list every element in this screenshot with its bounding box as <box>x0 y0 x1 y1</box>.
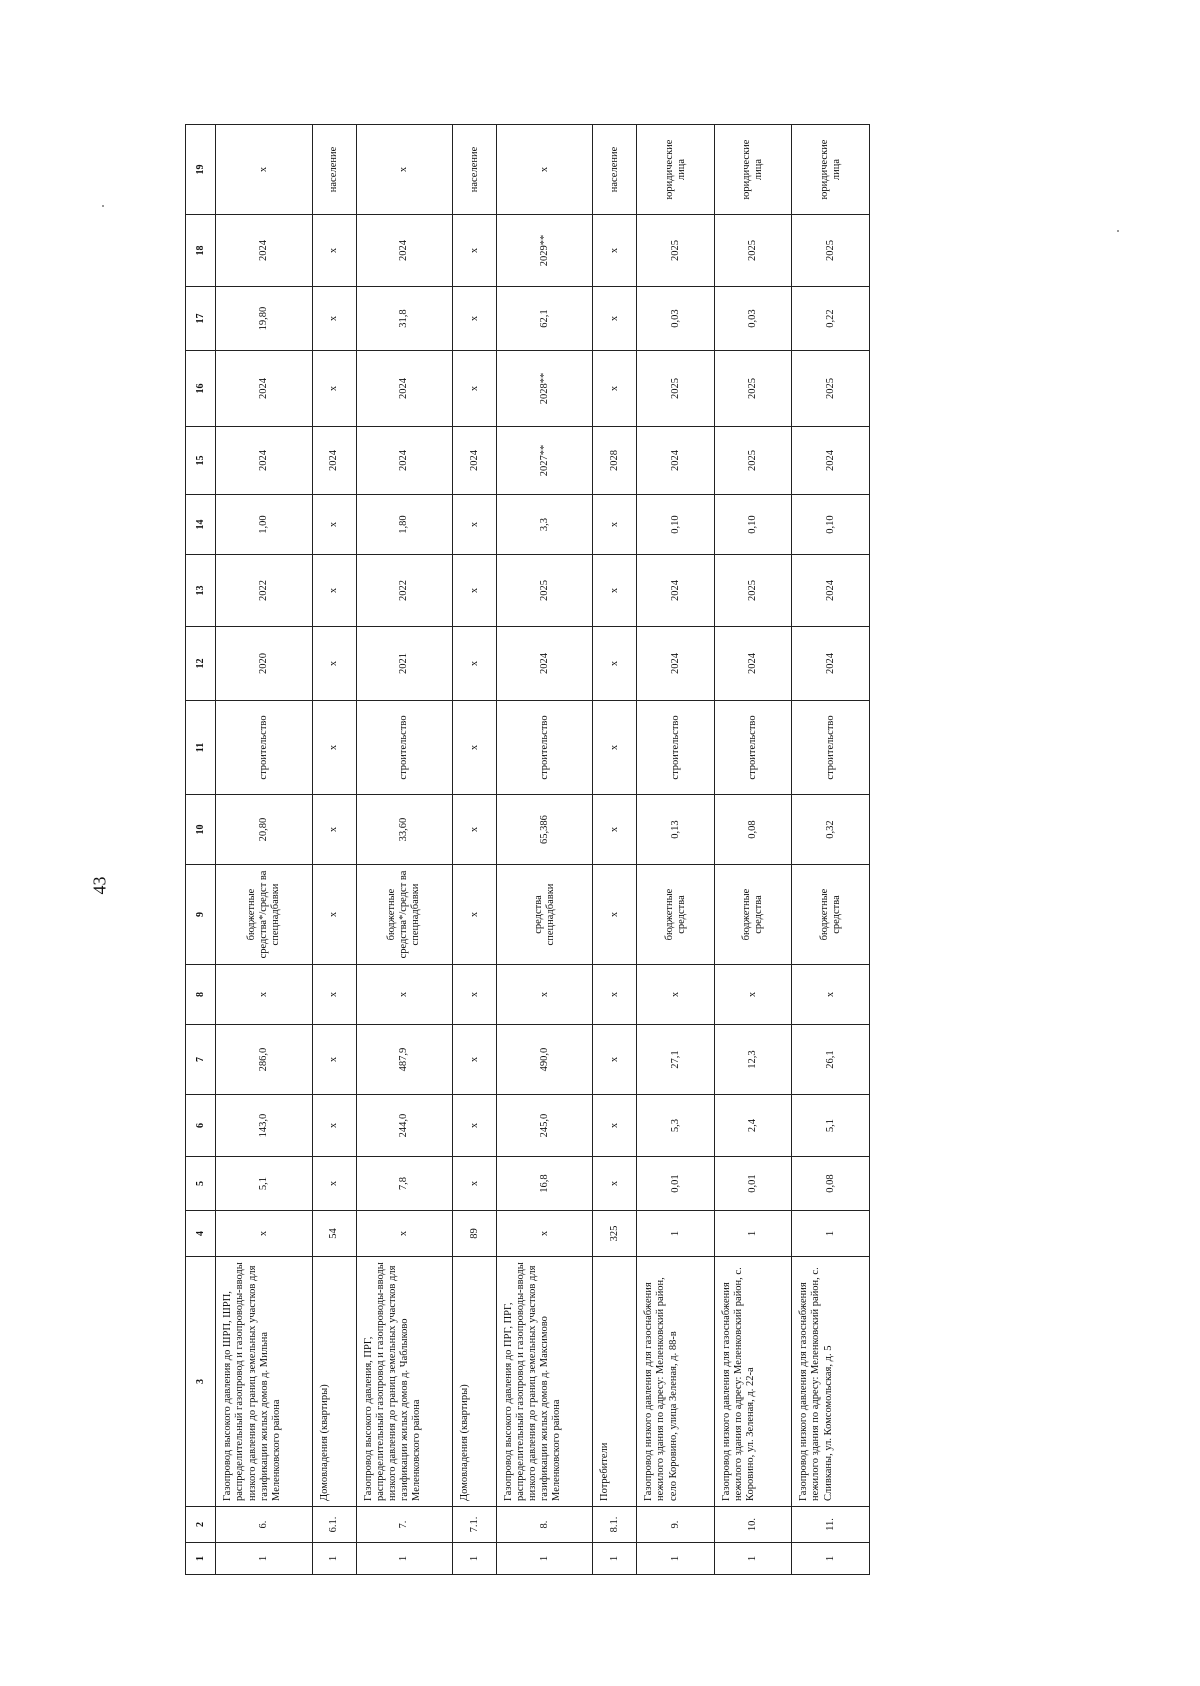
cell-col-6: x <box>453 1095 497 1157</box>
object-description: Домовладения (квартиры) <box>453 1257 497 1507</box>
cell-col-7: 26,1 <box>792 1025 870 1095</box>
cell-col-15: 2024 <box>216 427 312 495</box>
object-description: Домовладения (квартиры) <box>312 1257 356 1507</box>
consumer-type: население <box>593 125 637 215</box>
cell-col-10: x <box>593 795 637 865</box>
cell-col-6: x <box>593 1095 637 1157</box>
cell-col-1: 1 <box>593 1543 637 1575</box>
cell-col-1: 1 <box>497 1543 593 1575</box>
cell-col-7: x <box>593 1025 637 1095</box>
cell-col-8: x <box>453 965 497 1025</box>
cell-col-7: 286,0 <box>216 1025 312 1095</box>
cell-col-18: x <box>312 215 356 287</box>
cell-col-16: 2025 <box>637 351 715 427</box>
rotated-table-container <box>185 139 870 1575</box>
cell-col-15: 2024 <box>792 427 870 495</box>
cell-col-6: 5,1 <box>792 1095 870 1157</box>
cell-col-12: 2024 <box>714 627 792 701</box>
cell-col-12: x <box>453 627 497 701</box>
cell-col-7: 490,0 <box>497 1025 593 1095</box>
cell-col-17: 0,03 <box>637 287 715 351</box>
cell-col-4: 325 <box>593 1211 637 1257</box>
cell-col-1: 1 <box>792 1543 870 1575</box>
cell-col-12: 2024 <box>637 627 715 701</box>
cell-col-12: 2024 <box>792 627 870 701</box>
cell-col-6: 244,0 <box>356 1095 452 1157</box>
cell-col-15: 2028 <box>593 427 637 495</box>
cell-col-12: 2020 <box>216 627 312 701</box>
cell-col-7: 27,1 <box>637 1025 715 1095</box>
cell-col-1: 1 <box>637 1543 715 1575</box>
cell-col-13: 2025 <box>497 555 593 627</box>
cell-col-15: 2024 <box>312 427 356 495</box>
cell-col-13: 2022 <box>216 555 312 627</box>
cell-col-17: x <box>312 287 356 351</box>
cell-col-8: x <box>497 965 593 1025</box>
cell-col-15: 2024 <box>637 427 715 495</box>
object-description: Газопровод низкого давления для газоснабжения нежилого здания по адресу: Меленковский район, с. Коровино, ул. Зеленая, д. 22-а <box>714 1257 792 1507</box>
cell-col-18: 2025 <box>792 215 870 287</box>
cell-col-7: 12,3 <box>714 1025 792 1095</box>
row-number: 8.1. <box>593 1507 637 1543</box>
cell-col-7: x <box>453 1025 497 1095</box>
work-type: x <box>312 701 356 795</box>
cell-col-17: x <box>593 287 637 351</box>
cell-col-5: 5,1 <box>216 1157 312 1211</box>
gasification-table <box>185 124 870 1575</box>
funding-source: x <box>312 865 356 965</box>
cell-col-12: 2021 <box>356 627 452 701</box>
cell-col-5: x <box>593 1157 637 1211</box>
object-description: Газопровод низкого давления для газоснабжения нежилого здания по адресу: Меленковский район, село Коровино, улица Зеленая, д. 88-в <box>637 1257 715 1507</box>
scan-speck <box>102 205 104 207</box>
cell-col-18: 2025 <box>637 215 715 287</box>
funding-source: x <box>453 865 497 965</box>
cell-col-18: 2024 <box>356 215 452 287</box>
cell-col-1: 1 <box>356 1543 452 1575</box>
cell-col-4: 1 <box>792 1211 870 1257</box>
object-description: Газопровод высокого давления до ШРП, ШРП, распределительный газопровод и газопроводы-вводы низкого давления до границ земельных участков для газификации жилых домов д. Мильна Меленковского района <box>216 1257 312 1507</box>
cell-col-6: 2,4 <box>714 1095 792 1157</box>
column-number: 2 <box>186 1507 216 1543</box>
cell-col-7: 487,9 <box>356 1025 452 1095</box>
cell-col-17: 62,1 <box>497 287 593 351</box>
funding-source: бюджетные средства*/средст ва спецнадбавки <box>216 865 312 965</box>
column-number: 5 <box>186 1157 216 1211</box>
object-description: Газопровод низкого давления для газоснабжения нежилого здания по адресу: Меленковский район, с. Сливканы, ул. Комсомольская, д. 5 <box>792 1257 870 1507</box>
row-number: 10. <box>714 1507 792 1543</box>
column-number: 18 <box>186 215 216 287</box>
consumer-type: юридические лица <box>714 125 792 215</box>
cell-col-10: 65,386 <box>497 795 593 865</box>
object-description: Газопровод высокого давления, ПРГ, распределительный газопровод и газопроводы-вводы низкого давления до границ земельных участков для газификации жилых домов д. Чаблыково Меленковского района <box>356 1257 452 1507</box>
funding-source: x <box>593 865 637 965</box>
cell-col-15: 2025 <box>714 427 792 495</box>
row-number: 7.1. <box>453 1507 497 1543</box>
column-number: 11 <box>186 701 216 795</box>
cell-col-1: 1 <box>312 1543 356 1575</box>
cell-col-5: 7,8 <box>356 1157 452 1211</box>
column-number: 1 <box>186 1543 216 1575</box>
cell-col-16: 2025 <box>714 351 792 427</box>
cell-col-10: 20,80 <box>216 795 312 865</box>
scan-speck <box>1117 230 1119 232</box>
cell-col-5: 0,08 <box>792 1157 870 1211</box>
cell-col-14: 0,10 <box>637 495 715 555</box>
funding-source: бюджетные средства*/средст ва спецнадбавки <box>356 865 452 965</box>
consumer-type: x <box>216 125 312 215</box>
funding-source: бюджетные средства <box>792 865 870 965</box>
cell-col-12: 2024 <box>497 627 593 701</box>
cell-col-8: x <box>593 965 637 1025</box>
cell-col-13: x <box>312 555 356 627</box>
cell-col-4: 1 <box>637 1211 715 1257</box>
object-description: Потребители <box>593 1257 637 1507</box>
cell-col-16: 2028** <box>497 351 593 427</box>
column-number: 10 <box>186 795 216 865</box>
cell-col-18: x <box>453 215 497 287</box>
cell-col-10: 33,60 <box>356 795 452 865</box>
cell-col-17: 0,22 <box>792 287 870 351</box>
cell-col-6: 245,0 <box>497 1095 593 1157</box>
column-number: 9 <box>186 865 216 965</box>
row-number: 11. <box>792 1507 870 1543</box>
cell-col-4: x <box>356 1211 452 1257</box>
cell-col-14: 1,00 <box>216 495 312 555</box>
cell-col-17: 31,8 <box>356 287 452 351</box>
cell-col-18: 2029** <box>497 215 593 287</box>
cell-col-13: 2024 <box>637 555 715 627</box>
work-type: строительство <box>637 701 715 795</box>
cell-col-6: x <box>312 1095 356 1157</box>
cell-col-15: 2024 <box>356 427 452 495</box>
work-type: строительство <box>356 701 452 795</box>
work-type: строительство <box>497 701 593 795</box>
cell-col-18: 2025 <box>714 215 792 287</box>
column-number: 13 <box>186 555 216 627</box>
cell-col-12: x <box>312 627 356 701</box>
table-row <box>497 125 593 1575</box>
cell-col-8: x <box>356 965 452 1025</box>
cell-col-4: 54 <box>312 1211 356 1257</box>
funding-source: бюджетные средства <box>714 865 792 965</box>
row-number: 6.1. <box>312 1507 356 1543</box>
table-row <box>714 125 792 1575</box>
cell-col-4: 89 <box>453 1211 497 1257</box>
funding-source: бюджетные средства <box>637 865 715 965</box>
work-type: строительство <box>714 701 792 795</box>
cell-col-8: x <box>216 965 312 1025</box>
cell-col-16: x <box>453 351 497 427</box>
work-type: строительство <box>792 701 870 795</box>
object-description: Газопровод высокого давления до ПРГ, ПРГ, распределительный газопровод и газопроводы-вводы низкого давления до границ земельных участков для газификации жилых домов д. Максимово Меленковского района <box>497 1257 593 1507</box>
cell-col-17: x <box>453 287 497 351</box>
consumer-type: население <box>312 125 356 215</box>
cell-col-5: x <box>453 1157 497 1211</box>
column-number: 4 <box>186 1211 216 1257</box>
row-number: 7. <box>356 1507 452 1543</box>
table-row <box>792 125 870 1575</box>
cell-col-14: 3,3 <box>497 495 593 555</box>
row-number: 9. <box>637 1507 715 1543</box>
cell-col-5: 0,01 <box>637 1157 715 1211</box>
cell-col-8: x <box>312 965 356 1025</box>
cell-col-4: x <box>216 1211 312 1257</box>
table-row <box>356 125 452 1575</box>
cell-col-14: 0,10 <box>792 495 870 555</box>
cell-col-6: 5,3 <box>637 1095 715 1157</box>
table-row <box>216 125 312 1575</box>
row-number: 6. <box>216 1507 312 1543</box>
cell-col-16: 2024 <box>356 351 452 427</box>
cell-col-13: x <box>453 555 497 627</box>
funding-source: средства спецнадбавки <box>497 865 593 965</box>
cell-col-13: 2022 <box>356 555 452 627</box>
column-number: 12 <box>186 627 216 701</box>
work-type: x <box>593 701 637 795</box>
cell-col-10: x <box>312 795 356 865</box>
cell-col-6: 143,0 <box>216 1095 312 1157</box>
cell-col-10: x <box>453 795 497 865</box>
consumer-type: население <box>453 125 497 215</box>
column-number-row <box>186 125 216 1575</box>
cell-col-4: x <box>497 1211 593 1257</box>
cell-col-15: 2024 <box>453 427 497 495</box>
column-number: 3 <box>186 1257 216 1507</box>
cell-col-10: 0,13 <box>637 795 715 865</box>
consumer-type: x <box>356 125 452 215</box>
column-number: 16 <box>186 351 216 427</box>
consumer-type: x <box>497 125 593 215</box>
page-number: 43 <box>89 876 110 895</box>
cell-col-12: x <box>593 627 637 701</box>
work-type: строительство <box>216 701 312 795</box>
column-number: 17 <box>186 287 216 351</box>
cell-col-14: x <box>312 495 356 555</box>
column-number: 15 <box>186 427 216 495</box>
cell-col-10: 0,32 <box>792 795 870 865</box>
table-row <box>453 125 497 1575</box>
cell-col-16: 2025 <box>792 351 870 427</box>
column-number: 8 <box>186 965 216 1025</box>
cell-col-5: x <box>312 1157 356 1211</box>
consumer-type: юридические лица <box>792 125 870 215</box>
table-row <box>637 125 715 1575</box>
cell-col-16: 2024 <box>216 351 312 427</box>
row-number: 8. <box>497 1507 593 1543</box>
cell-col-8: x <box>792 965 870 1025</box>
consumer-type: юридические лица <box>637 125 715 215</box>
cell-col-15: 2027** <box>497 427 593 495</box>
cell-col-16: x <box>593 351 637 427</box>
cell-col-18: 2024 <box>216 215 312 287</box>
cell-col-13: 2024 <box>792 555 870 627</box>
cell-col-7: x <box>312 1025 356 1095</box>
column-number: 14 <box>186 495 216 555</box>
cell-col-8: x <box>714 965 792 1025</box>
cell-col-14: x <box>453 495 497 555</box>
table-row <box>312 125 356 1575</box>
cell-col-8: x <box>637 965 715 1025</box>
column-number: 19 <box>186 125 216 215</box>
cell-col-4: 1 <box>714 1211 792 1257</box>
cell-col-13: 2025 <box>714 555 792 627</box>
cell-col-1: 1 <box>216 1543 312 1575</box>
cell-col-18: x <box>593 215 637 287</box>
cell-col-1: 1 <box>714 1543 792 1575</box>
cell-col-5: 0,01 <box>714 1157 792 1211</box>
table-row <box>593 125 637 1575</box>
cell-col-10: 0,08 <box>714 795 792 865</box>
cell-col-13: x <box>593 555 637 627</box>
cell-col-1: 1 <box>453 1543 497 1575</box>
cell-col-14: 0,10 <box>714 495 792 555</box>
column-number: 7 <box>186 1025 216 1095</box>
column-number: 6 <box>186 1095 216 1157</box>
cell-col-17: 0,03 <box>714 287 792 351</box>
cell-col-14: x <box>593 495 637 555</box>
cell-col-17: 19,80 <box>216 287 312 351</box>
cell-col-14: 1,80 <box>356 495 452 555</box>
work-type: x <box>453 701 497 795</box>
cell-col-5: 16,8 <box>497 1157 593 1211</box>
cell-col-16: x <box>312 351 356 427</box>
